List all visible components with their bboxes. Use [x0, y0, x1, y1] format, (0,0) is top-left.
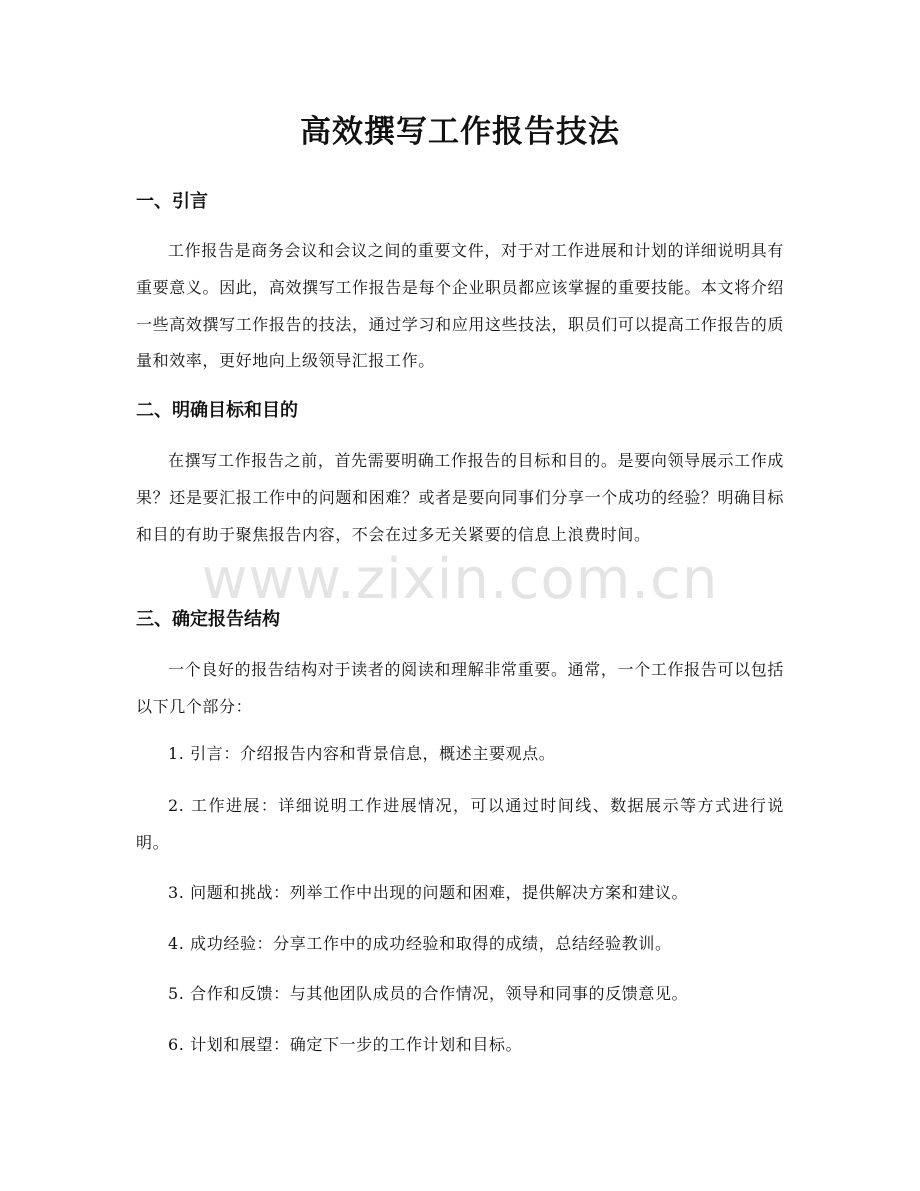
section-heading-introduction: 一、引言 [136, 191, 208, 212]
list-item: 1. 引言：介绍报告内容和背景信息，概述主要观点。 [168, 744, 556, 763]
section-heading-structure: 三、确定报告结构 [136, 609, 280, 630]
list-item: 6. 计划和展望：确定下一步的工作计划和目标。 [168, 1035, 523, 1054]
structure-paragraph: 一个良好的报告结构对于读者的阅读和理解非常重要。通常，一个工作报告可以包括以下几个部分： [136, 660, 784, 716]
section-heading-goals: 二、明确目标和目的 [136, 400, 298, 421]
list-item: 5. 合作和反馈：与其他团队成员的合作情况，领导和同事的反馈意见。 [168, 984, 689, 1003]
document-title: 高效撰写工作报告技法 [300, 114, 620, 150]
list-item: 2. 工作进展：详细说明工作进展情况，可以通过时间线、数据展示等方式进行说明。 [136, 796, 784, 852]
introduction-paragraph: 工作报告是商务会议和会议之间的重要文件，对于对工作进展和计划的详细说明具有重要意义。因此，高效撰写工作报告是每个企业职员都应该掌握的重要技能。本文将介绍一些高效撰写工作报告的技法，通过学习和应用这些技法，职员们可以提高工作报告的质量和效率，更好地向上级领导汇报工作。 [136, 241, 784, 371]
goals-paragraph: 在撰写工作报告之前，首先需要明确工作报告的目标和目的。是要向领导展示工作成果？还是要汇报工作中的问题和困难？或者是要向同事们分享一个成功的经验？明确目标和目的有助于聚焦报告内容，不会在过多无关紧要的信息上浪费时间。 [136, 451, 784, 544]
list-item: 3. 问题和挑战：列举工作中出现的问题和困难，提供解决方案和建议。 [168, 883, 689, 902]
watermark: www.zixin.com.cn [201, 547, 719, 612]
list-item: 4. 成功经验：分享工作中的成功经验和取得的成绩，总结经验教训。 [168, 934, 672, 953]
